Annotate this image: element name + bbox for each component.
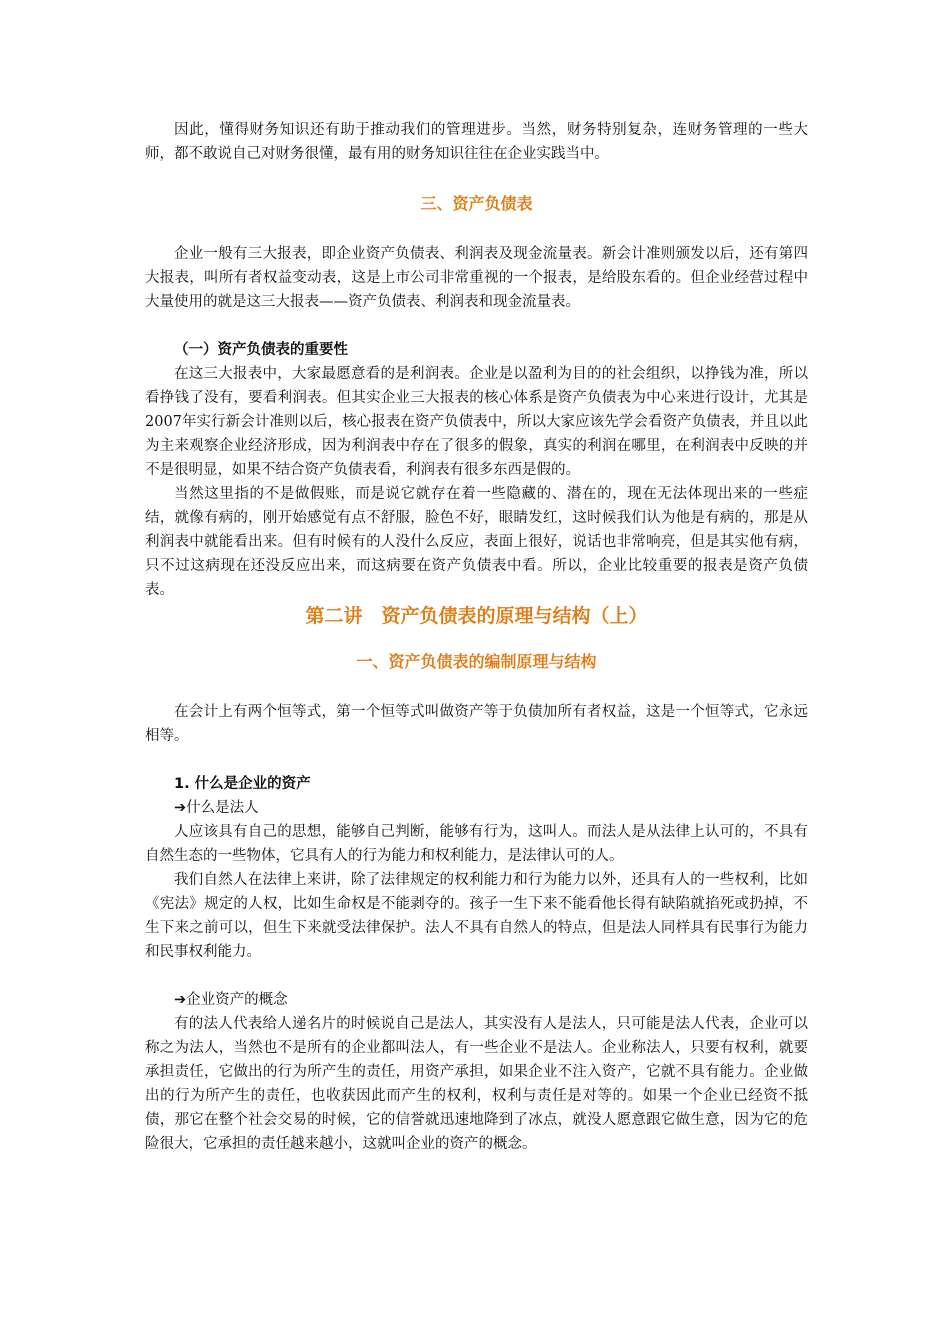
section3-paragraph-1: 企业一般有三大报表，即企业资产负债表、利润表及现金流量表。新会计准则颁发以后，还有第四大报表，叫所有者权益变动表，这是上市公司非常重视的一个报表，是给股东看的。但企业经营过程中大量使用的就是这三大报表——资产负债表、利润表和现金流量表。 (145, 246, 808, 310)
arrow-item-legal-person: ➔什么是法人 (174, 800, 259, 816)
document-page (145, 118, 808, 1156)
section-heading-principle: 一、资产负债表的编制原理与结构 (356, 652, 597, 671)
section1-paragraph-1: 在会计上有两个恒等式，第一个恒等式叫做资产等于负债加所有者权益，这是一个恒等式，它永远相等。 (145, 704, 808, 744)
section3-paragraph-3: 当然这里指的不是做假账，而是说它就存在着一些隐藏的、潜在的，现在无法体现出来的一些症结，就像有病的，刚开始感觉有点不舒服，脸色不好，眼睛发红，这时候我们认为他是有病的，那是从利润表中就能看出来。但有时候有的人没什么反应，表面上很好，说话也非常响亮，但是其实他有病，只不过这病现在还没反应出来，而这病要在资产负债表中看。所以，企业比较重要的报表是资产负债表。 (145, 486, 808, 598)
lecture-heading: 第二讲 资产负债表的原理与结构（上） (305, 605, 648, 627)
section1-paragraph-4: 有的法人代表给人递名片的时候说自己是法人，其实没有人是法人，只可能是法人代表，企业可以称之为法人，当然也不是所有的企业都叫法人，有一些企业不是法人。企业称法人，只要有权利，就要承担责任，它做出的行为所产生的责任，用资产承担，如果企业不注入资产，它就不具有能力。企业做出的行为所产生的责任，也收获因此而产生的权利，权利与责任是对等的。如果一个企业已经资不抵债，那它在整个社会交易的时候，它的信誉就迅速地降到了冰点，就没人愿意跟它做生意，因为它的危险很大，它承担的责任越来越小，这就叫企业的资产的概念。 (145, 1016, 808, 1152)
section1-paragraph-2: 人应该具有自己的思想，能够自己判断，能够有行为，这叫人。而法人是从法律上认可的，不具有自然生态的一些物体，它具有人的行为能力和权利能力，是法律认可的人。 (145, 824, 808, 864)
subheading-importance: （一）资产负债表的重要性 (174, 342, 348, 358)
intro-paragraph: 因此，懂得财务知识还有助于推动我们的管理进步。当然，财务特别复杂，连财务管理的一些大师，都不敢说自己对财务很懂，最有用的财务知识往往在企业实践当中。 (145, 122, 808, 162)
section1-paragraph-3: 我们自然人在法律上来讲，除了法律规定的权利能力和行为能力以外，还具有人的一些权利，比如《宪法》规定的人权，比如生命权是不能剥夺的。孩子一生下来不能看他长得有缺陷就掐死或扔掉，不生下来之前可以，但生下来就受法律保护。法人不具有自然人的特点，但是法人同样具有民事行为能力和民事权利能力。 (145, 872, 808, 960)
section-heading-balance-sheet: 三、资产负债表 (420, 194, 533, 213)
subheading-what-is-asset: 1. 什么是企业的资产 (174, 776, 311, 792)
section3-paragraph-2: 在这三大报表中，大家最愿意看的是利润表。企业是以盈利为目的的社会组织，以挣钱为准，所以看挣钱了没有，要看利润表。但其实企业三大报表的核心体系是资产负债表为中心来进行设计，尤其是2007年实行新会计准则以后，核心报表在资产负债表中，所以大家应该先学会看资产负债表，并且以此为主来观察企业经济形成，因为利润表中存在了很多的假象，真实的利润在哪里，在利润表中反映的并不是很明显，如果不结合资产负债表看，利润表有很多东西是假的。 (145, 366, 808, 478)
arrow-item-asset-concept: ➔企业资产的概念 (174, 992, 288, 1008)
